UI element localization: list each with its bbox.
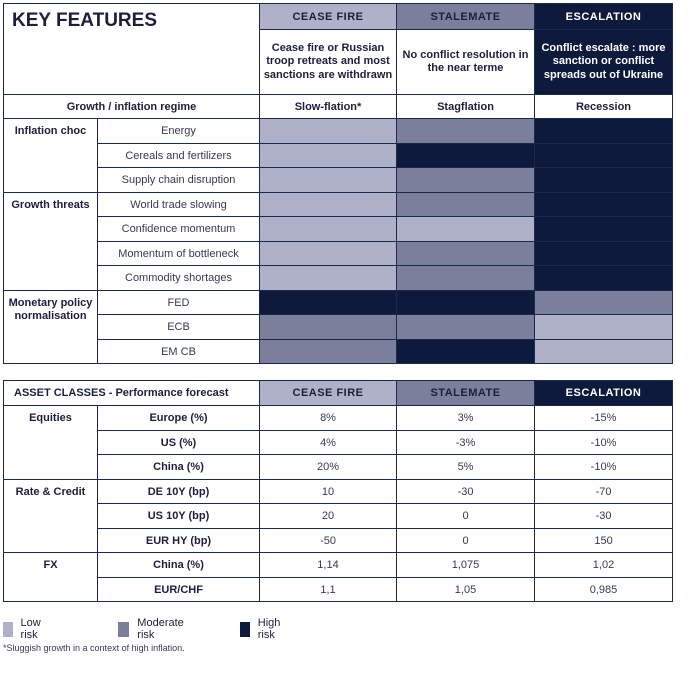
- table-row: [4, 480, 673, 504]
- risk-cell: [397, 144, 535, 168]
- group-label-monetary: Monetary policy normalisation: [4, 291, 98, 364]
- risk-item-label: Momentum of bottleneck: [98, 242, 260, 266]
- legend-swatch-low: [3, 622, 13, 637]
- risk-item-label: ECB: [98, 315, 260, 340]
- asset-value: 1,14: [260, 553, 397, 578]
- legend-label: High risk: [257, 617, 281, 641]
- risk-cell: [260, 217, 397, 242]
- asset-value: -10%: [535, 455, 673, 480]
- risk-cell: [260, 193, 397, 217]
- risk-cell: [535, 266, 673, 291]
- risk-cell: [397, 168, 535, 193]
- asset-value: -15%: [535, 406, 673, 431]
- risk-cell: [397, 242, 535, 266]
- asset-value: 1,075: [397, 553, 535, 578]
- asset-value: -70: [535, 480, 673, 504]
- risk-cell: [260, 168, 397, 193]
- table-row: [4, 578, 673, 602]
- risk-cell: [535, 217, 673, 242]
- asset-item-label: EUR HY (bp): [98, 529, 260, 553]
- asset-item-label: China (%): [98, 455, 260, 480]
- asset-value: 0: [397, 529, 535, 553]
- asset-value: -50: [260, 529, 397, 553]
- asset-value: 1,05: [397, 578, 535, 602]
- risk-cell: [397, 315, 535, 340]
- risk-row: [4, 168, 673, 193]
- asset-item-label: US 10Y (bp): [98, 504, 260, 529]
- risk-row: [4, 144, 673, 168]
- table-row: [4, 504, 673, 529]
- asset-item-label: EUR/CHF: [98, 578, 260, 602]
- asset-value: 3%: [397, 406, 535, 431]
- risk-cell: [535, 315, 673, 340]
- risk-item-label: Cereals and fertilizers: [98, 144, 260, 168]
- scenario-description-cease-fire: Cease fire or Russian troop retreats and most sanctions are withdrawn: [260, 30, 397, 95]
- legend-item-low: [3, 617, 46, 641]
- risk-cell: [535, 144, 673, 168]
- risk-item-label: Commodity shortages: [98, 266, 260, 291]
- scenario-header-escalation: ESCALATION: [535, 4, 673, 30]
- risk-row: [4, 291, 673, 315]
- asset-value: 10: [260, 480, 397, 504]
- asset-value: 20%: [260, 455, 397, 480]
- asset-classes-title: ASSET CLASSES - Performance forecast: [4, 381, 260, 406]
- regime-label: Growth / inflation regime: [4, 95, 260, 119]
- risk-item-label: Energy: [98, 119, 260, 144]
- asset-header-stalemate: STALEMATE: [397, 381, 535, 406]
- scenario-description-escalation: Conflict escalate : more sanction or conflict spreads out of Ukraine: [535, 30, 673, 95]
- risk-cell: [260, 291, 397, 315]
- footnote: *Sluggish growth in a context of high inflation.: [3, 643, 185, 653]
- risk-cell: [397, 291, 535, 315]
- risk-cell: [535, 119, 673, 144]
- risk-cell: [260, 315, 397, 340]
- risk-cell: [260, 242, 397, 266]
- asset-group-fx: FX: [4, 553, 98, 602]
- risk-cell: [397, 193, 535, 217]
- legend-label: Low risk: [20, 617, 41, 641]
- risk-row: [4, 242, 673, 266]
- risk-cell: [260, 340, 397, 364]
- scenario-header-cease-fire: CEASE FIRE: [260, 4, 397, 30]
- risk-row: [4, 193, 673, 217]
- group-label-inflation: Inflation choc: [4, 119, 98, 193]
- table-row: [4, 431, 673, 455]
- asset-value: 8%: [260, 406, 397, 431]
- risk-item-label: FED: [98, 291, 260, 315]
- risk-row: [4, 340, 673, 364]
- asset-value: -10%: [535, 431, 673, 455]
- asset-header-escalation: ESCALATION: [535, 381, 673, 406]
- asset-item-label: China (%): [98, 553, 260, 578]
- asset-item-label: US (%): [98, 431, 260, 455]
- asset-header-cease-fire: CEASE FIRE: [260, 381, 397, 406]
- table-row: [4, 406, 673, 431]
- legend-label: Moderate risk: [137, 617, 184, 641]
- asset-value: 1,02: [535, 553, 673, 578]
- group-label-growth: Growth threats: [4, 193, 98, 291]
- asset-value: 0,985: [535, 578, 673, 602]
- risk-cell: [260, 119, 397, 144]
- risk-cell: [397, 266, 535, 291]
- asset-group-rate-credit: Rate & Credit: [4, 480, 98, 553]
- risk-cell: [397, 340, 535, 364]
- risk-cell: [535, 340, 673, 364]
- regime-cease-fire: Slow-flation*: [260, 95, 397, 119]
- risk-item-label: Supply chain disruption: [98, 168, 260, 193]
- scenario-description-stalemate: No conflict resolution in the near terme: [397, 30, 535, 95]
- asset-value: 4%: [260, 431, 397, 455]
- legend-item-high: [240, 617, 286, 641]
- asset-group-equities: Equities: [4, 406, 98, 480]
- risk-cell: [260, 144, 397, 168]
- asset-classes-table: [3, 380, 673, 602]
- table-row: [4, 553, 673, 578]
- asset-value: -30: [397, 480, 535, 504]
- table-row: [4, 455, 673, 480]
- risk-row: [4, 315, 673, 340]
- regime-stalemate: Stagflation: [397, 95, 535, 119]
- regime-escalation: Recession: [535, 95, 673, 119]
- risk-row: [4, 119, 673, 144]
- asset-value: -3%: [397, 431, 535, 455]
- risk-row: [4, 266, 673, 291]
- risk-cell: [397, 217, 535, 242]
- scenario-header-stalemate: STALEMATE: [397, 4, 535, 30]
- page-title: KEY FEATURES: [4, 4, 260, 95]
- table-row: [4, 529, 673, 553]
- risk-item-label: World trade slowing: [98, 193, 260, 217]
- risk-cell: [397, 119, 535, 144]
- legend-swatch-moderate: [118, 622, 129, 637]
- legend-swatch-high: [240, 622, 250, 637]
- risk-item-label: EM CB: [98, 340, 260, 364]
- risk-cell: [535, 193, 673, 217]
- risk-cell: [260, 266, 397, 291]
- asset-item-label: Europe (%): [98, 406, 260, 431]
- risk-cell: [535, 291, 673, 315]
- asset-value: 20: [260, 504, 397, 529]
- risk-cell: [535, 242, 673, 266]
- risk-cell: [535, 168, 673, 193]
- asset-value: 5%: [397, 455, 535, 480]
- key-features-table: [3, 3, 673, 364]
- asset-value: 0: [397, 504, 535, 529]
- asset-value: -30: [535, 504, 673, 529]
- asset-item-label: DE 10Y (bp): [98, 480, 260, 504]
- risk-item-label: Confidence momentum: [98, 217, 260, 242]
- asset-value: 150: [535, 529, 673, 553]
- risk-row: [4, 217, 673, 242]
- legend-item-moderate: [118, 617, 187, 641]
- asset-value: 1,1: [260, 578, 397, 602]
